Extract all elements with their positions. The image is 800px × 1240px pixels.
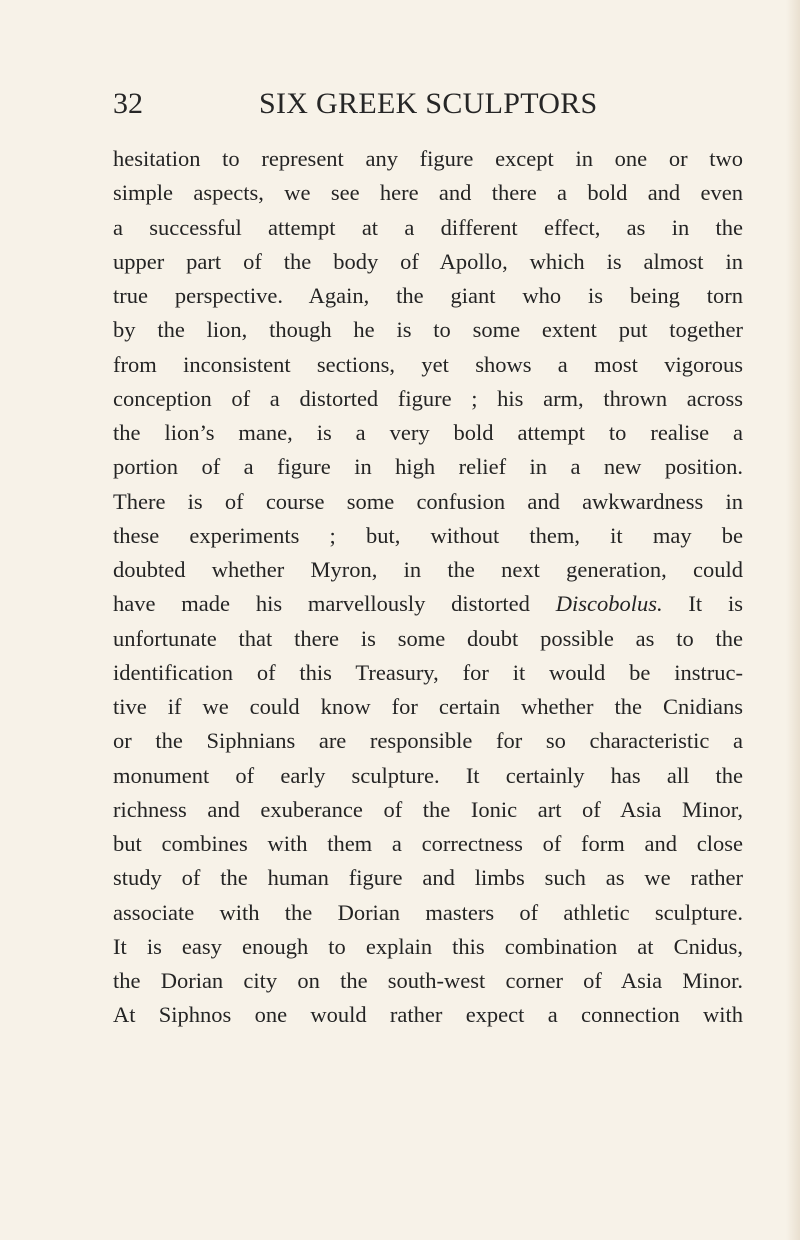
text-line-with-title: [113, 587, 743, 621]
text-line: There is of course some confusion and awkwardness in: [113, 488, 743, 514]
text-line: upper part of the body of Apollo, which is almost in: [113, 248, 743, 274]
text-line: conception of a distorted figure ; his arm, thrown across: [113, 385, 743, 411]
text-line: by the lion, though he is to some extent put together: [113, 317, 743, 343]
text-line: a successful attempt at a different effect, as in the: [113, 214, 743, 240]
text-line: the Dorian city on the south-west corner of Asia Minor.: [113, 968, 743, 993]
page-header: [113, 84, 713, 124]
text-line: associate with the Dorian masters of athletic sculpture.: [113, 899, 743, 925]
text-line: portion of a figure in high relief in a new position.: [113, 454, 743, 480]
text-line: the lion’s mane, is a very bold attempt to realise a: [113, 420, 743, 445]
text-line: or the Siphnians are responsible for so characteristic a: [113, 728, 743, 754]
text-line: these experiments ; but, without them, it may be: [113, 522, 743, 548]
text-line: from inconsistent sections, yet shows a most vigorous: [113, 351, 743, 377]
body-text: [113, 142, 743, 1033]
text-line: study of the human figure and limbs such as we rather: [113, 865, 743, 891]
text-line: tive if we could know for certain whether the Cnidians: [113, 694, 743, 719]
text-line: unfortunate that there is some doubt possible as to the: [113, 625, 743, 651]
text-line: doubted whether Myron, in the next generation, could: [113, 557, 743, 582]
text-line: It is easy enough to explain this combination at Cnidus,: [113, 933, 743, 959]
running-head: SIX GREEK SCULPTORS: [259, 87, 598, 120]
text-line: hesitation to represent any figure except in one or two: [113, 146, 743, 171]
page-edge-shadow: [786, 0, 800, 1240]
text-line: monument of early sculpture. It certainly has all the: [113, 762, 743, 788]
text-segment: It is: [688, 591, 743, 617]
text-line: true perspective. Again, the giant who is being torn: [113, 283, 743, 308]
text-line: identification of this Treasury, for it would be instruc-: [113, 659, 743, 685]
text-line: simple aspects, we see here and there a bold and even: [113, 180, 743, 206]
text-segment: have made his marvellously distorted: [113, 591, 530, 617]
text-line: richness and exuberance of the Ionic art of Asia Minor,: [113, 796, 743, 822]
page-number: 32: [113, 87, 143, 120]
text-line: At Siphnos one would rather expect a connection with: [113, 1002, 743, 1028]
text-line: but combines with them a correctness of form and close: [113, 831, 743, 856]
italic-title: Discobolus.: [555, 591, 663, 617]
